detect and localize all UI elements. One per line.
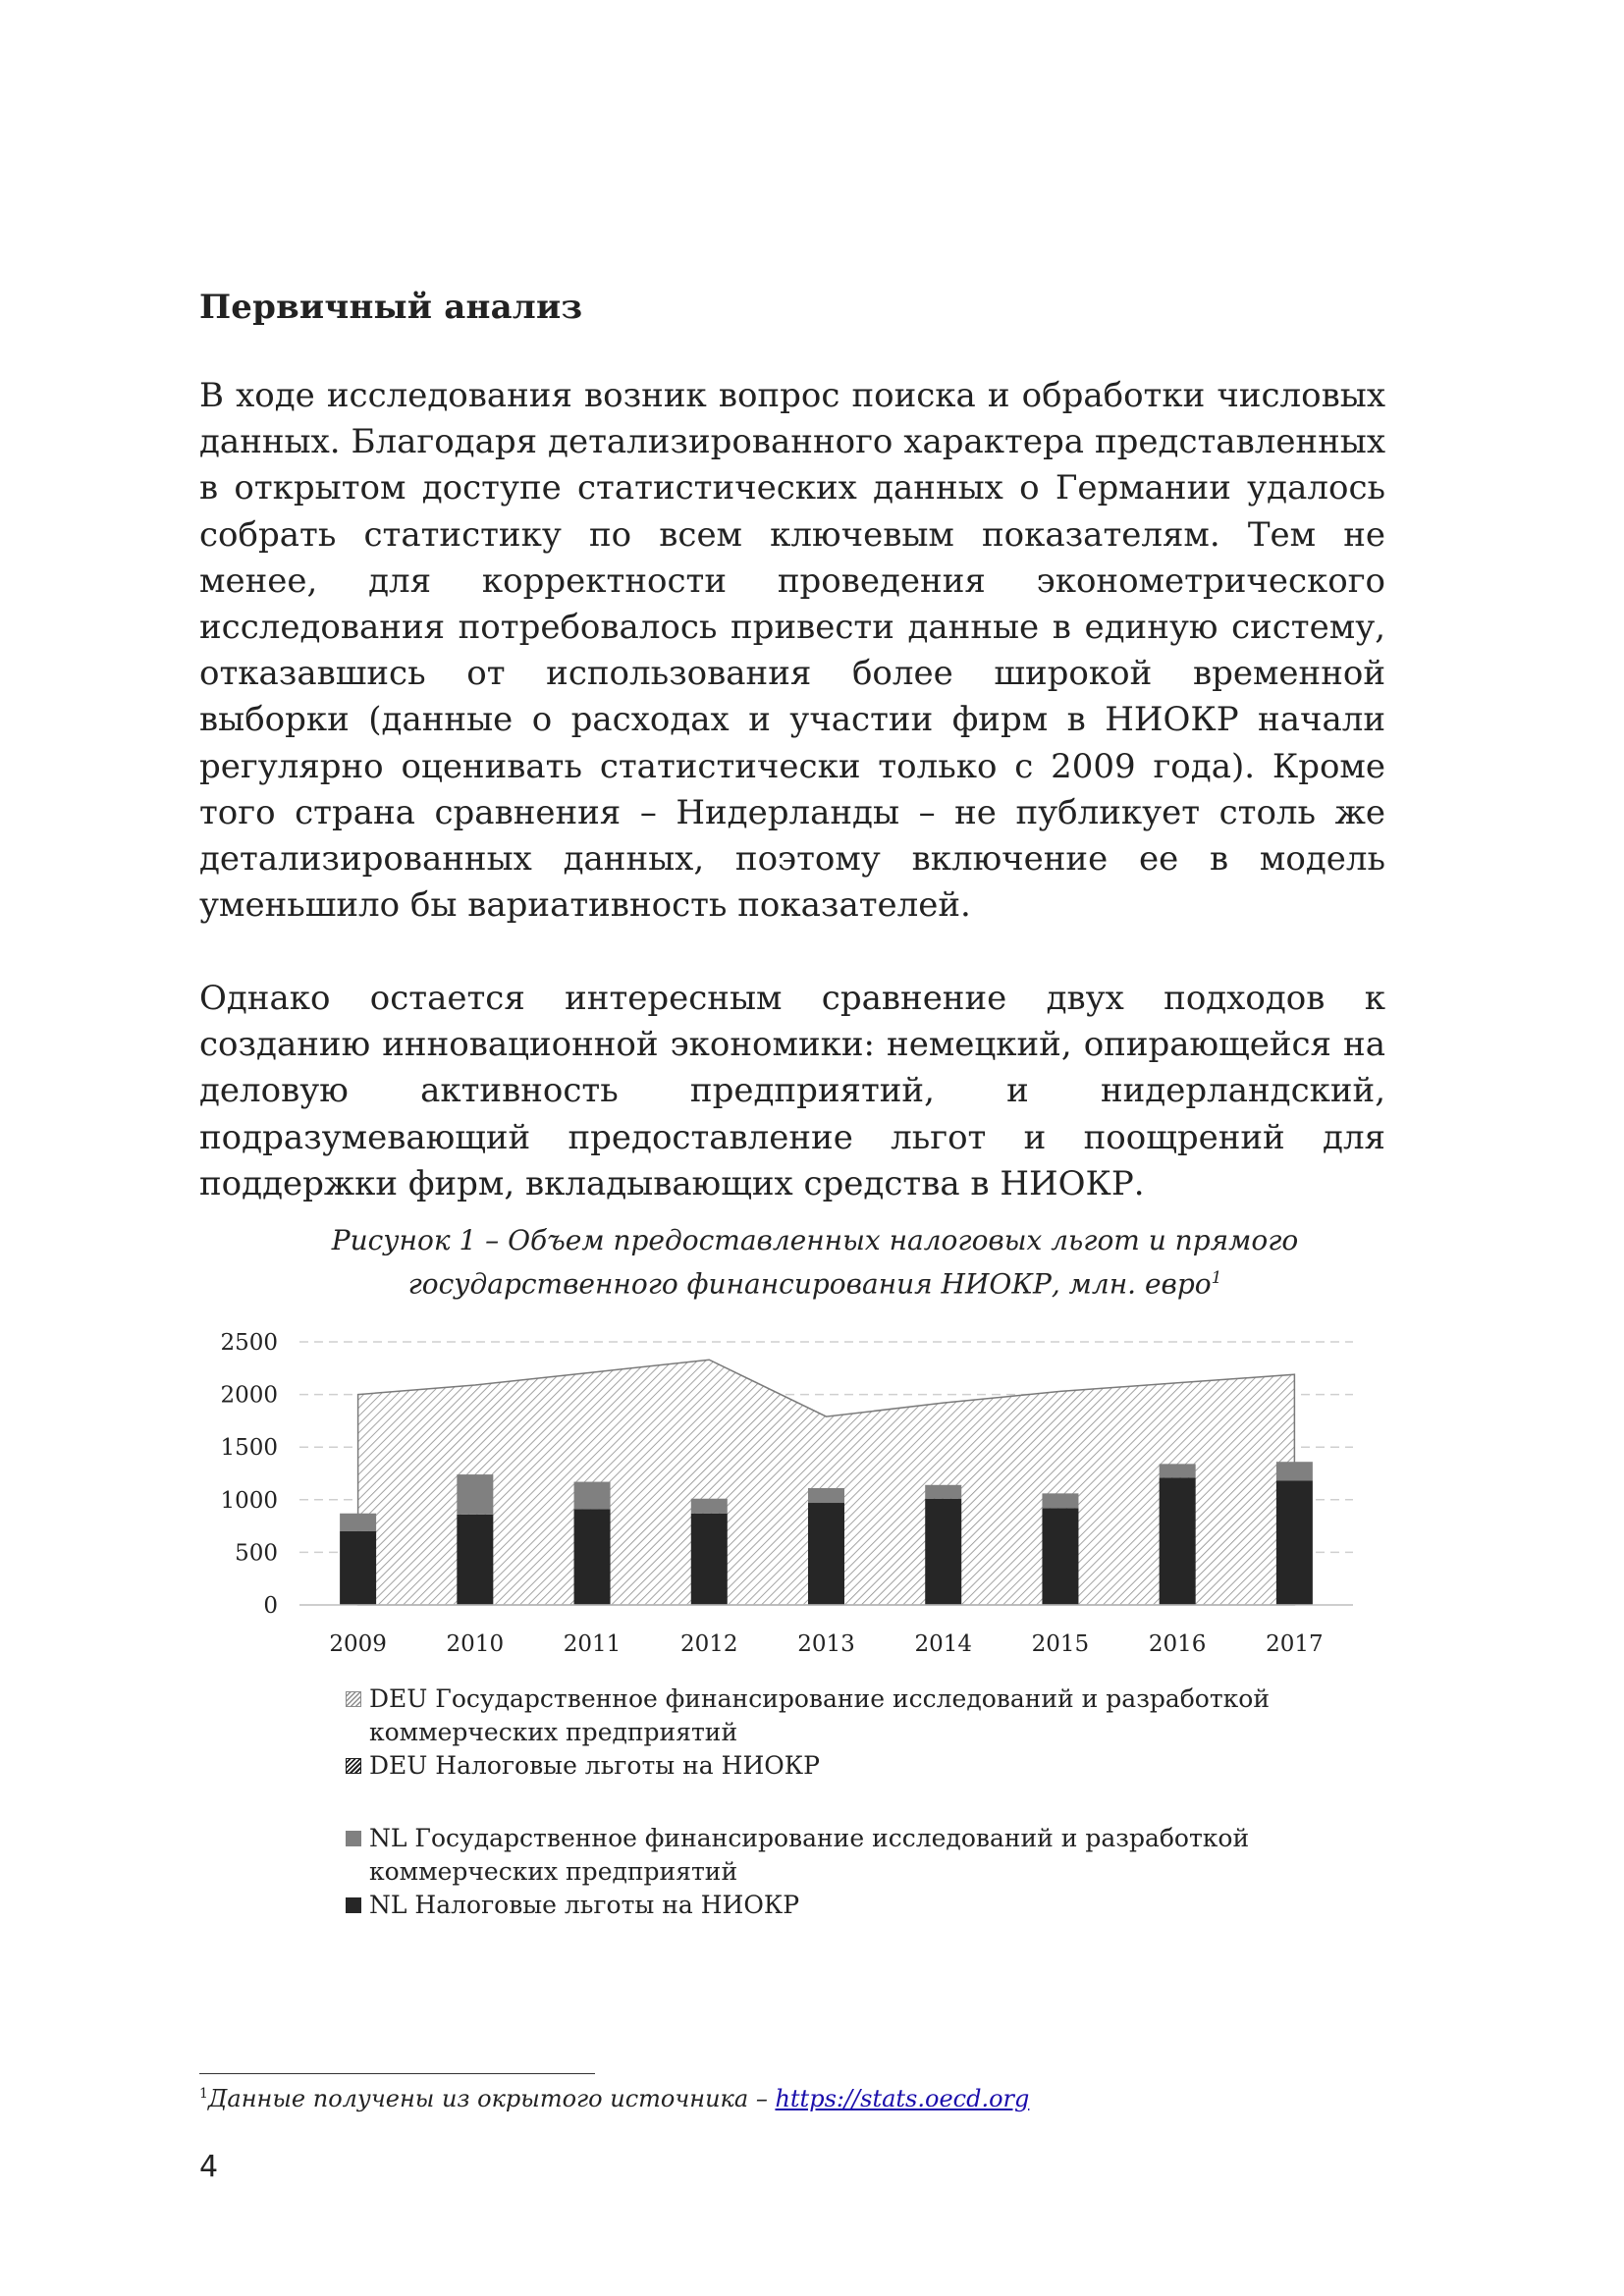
x-tick-label: 2016 <box>1148 1631 1207 1657</box>
bar-nl-tax-credit <box>1042 1508 1078 1605</box>
x-tick-label: 2015 <box>1031 1631 1090 1657</box>
footnote-text: Данные получены из окрытого источника – <box>207 2085 776 2112</box>
y-tick-label: 500 <box>235 1540 278 1567</box>
bar-nl-direct-funding <box>1160 1464 1196 1477</box>
x-tick-label: 2009 <box>329 1631 387 1657</box>
legend-label: DEU Налоговые льготы на НИОКР <box>369 1751 820 1780</box>
legend-swatch-dense-hatched <box>346 1758 361 1774</box>
bar-nl-tax-credit <box>457 1515 493 1605</box>
x-tick-label: 2012 <box>680 1631 738 1657</box>
y-tick-label: 2000 <box>220 1382 278 1409</box>
figure-caption-text: Рисунок 1 – Объем предоставленных налоговых льгот и прямого государственного финансирования НИОКР, млн. евро <box>331 1224 1299 1301</box>
footnote <box>199 2085 1029 2112</box>
bar-nl-direct-funding <box>1276 1462 1313 1480</box>
bar-nl-tax-credit <box>1160 1477 1196 1605</box>
x-tick-label: 2013 <box>797 1631 855 1657</box>
y-tick-label: 1500 <box>220 1435 278 1462</box>
x-tick-label: 2017 <box>1266 1631 1324 1657</box>
bar-nl-direct-funding <box>925 1485 961 1499</box>
figure-caption <box>196 1222 1434 1303</box>
body-paragraph-2: Однако остается интересным сравнение двух подходов к созданию инновационной экономики: немецкий, опирающейся на деловую активность предприятий, и нидерландский, подразумевающий предоставление льгот и поощрений для поддержки фирм, вкладывающих средства в НИОКР. <box>199 979 1385 1203</box>
legend-item-nl-tax <box>346 1889 1327 1922</box>
section-heading: Первичный анализ <box>199 288 583 327</box>
y-tick-label: 2500 <box>220 1330 278 1356</box>
y-tick-label: 0 <box>263 1593 278 1619</box>
bar-nl-direct-funding <box>574 1482 611 1510</box>
y-tick-label: 1000 <box>220 1487 278 1514</box>
bar-nl-tax-credit <box>574 1509 611 1605</box>
legend-swatch-black <box>346 1897 361 1913</box>
bar-nl-direct-funding <box>457 1474 493 1515</box>
footnote-link[interactable]: https://stats.oecd.org <box>775 2085 1030 2112</box>
legend-label: DEU Государственное финансирование исследований и разработкой коммерческих предприятий <box>369 1684 1271 1746</box>
bar-nl-direct-funding <box>1042 1493 1078 1508</box>
bar-nl-tax-credit <box>808 1503 844 1605</box>
x-tick-label: 2014 <box>914 1631 972 1657</box>
bar-nl-direct-funding <box>691 1499 728 1514</box>
bar-nl-direct-funding <box>808 1488 844 1503</box>
legend-swatch-hatched <box>346 1691 361 1707</box>
bar-nl-tax-credit <box>1276 1481 1313 1605</box>
legend-item-deu-funding <box>346 1682 1327 1749</box>
legend-item-deu-tax <box>346 1749 1327 1783</box>
bar-nl-direct-funding <box>340 1514 376 1531</box>
bar-nl-tax-credit <box>691 1514 728 1605</box>
legend-swatch-gray <box>346 1831 361 1846</box>
footnote-divider <box>199 2073 595 2074</box>
bar-nl-tax-credit <box>340 1531 376 1605</box>
page-number: 4 <box>199 2150 219 2184</box>
footnote-mark: 1 <box>199 2086 208 2102</box>
x-tick-label: 2010 <box>446 1631 505 1657</box>
caption-footnote-mark: 1 <box>1211 1268 1222 1288</box>
x-tick-label: 2011 <box>563 1631 622 1657</box>
legend-item-nl-funding <box>346 1822 1327 1889</box>
legend-label: NL Налоговые льготы на НИОКР <box>369 1891 800 1919</box>
legend-label: NL Государственное финансирование исследований и разработкой коммерческих предприятий <box>369 1824 1250 1886</box>
area-deu-funding <box>358 1360 1295 1605</box>
bar-nl-tax-credit <box>925 1499 961 1605</box>
body-paragraph-1: В ходе исследования возник вопрос поиска и обработки числовых данных. Благодаря детализированного характера представленных в открытом доступе статистических данных о Германии удалось собрать статистику по всем ключевым показателям. Тем не менее, для корректности проведения эконометрического исследования потребовалось привести данные в единую систему, отказавшись от использования более широкой временной выборки (данные о расходах и участии фирм в НИОКР начали регулярно оценивать статистически только с 2009 года). Кроме того страна сравнения – Нидерланды – не публикует столь же детализированных данных, поэтому включение ее в модель уменьшило бы вариативность показателей. <box>199 376 1385 926</box>
